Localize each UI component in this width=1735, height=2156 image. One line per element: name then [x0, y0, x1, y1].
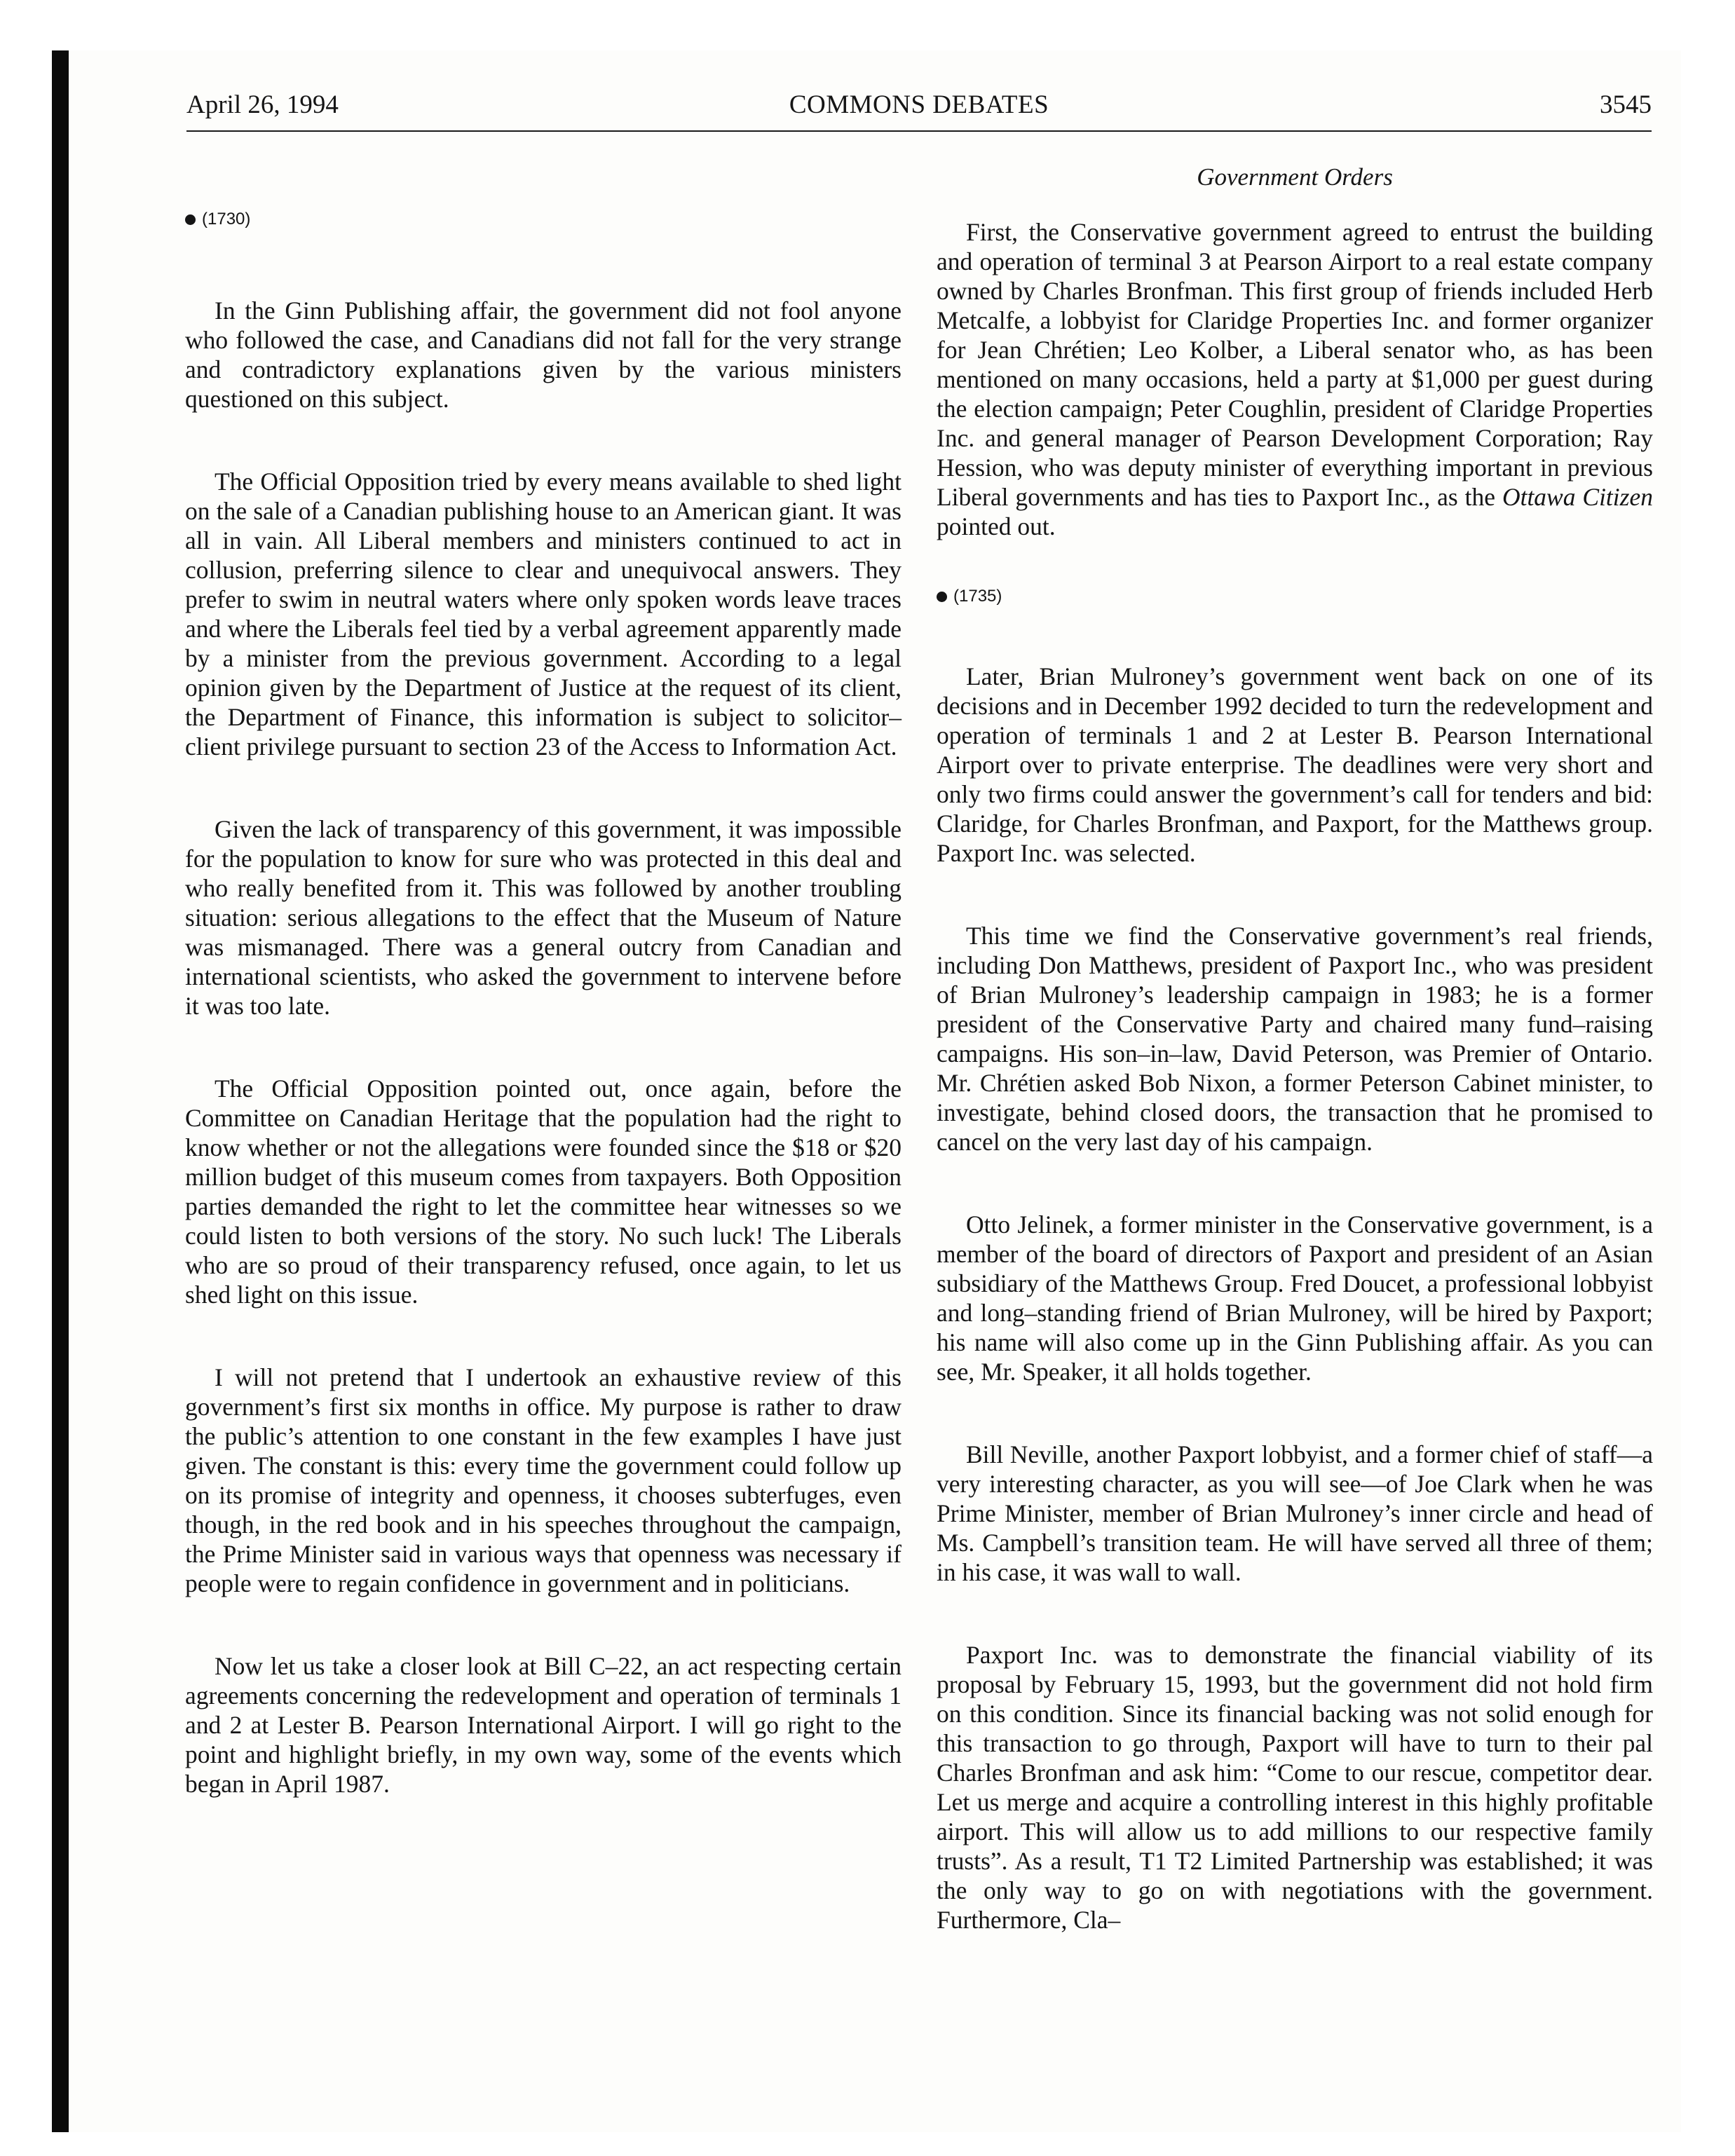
paragraph: Later, Brian Mulroney’s government went back on one of its decisions and in December 1992 decided to turn the redevelopment and operation of terminals 1 and 2 at Lester B. Pearson International Airport over to private enterprise. The deadlines were very short and only two firms could answer the government’s call for tenders and bid: Claridge, for Charles Bronfman, and Paxport, for the Matthews group. Paxport Inc. was selected. [937, 662, 1653, 867]
paragraph: The Official Opposition tried by every means available to shed light on the sale of a Canadian publishing house to an American giant. It was all in vain. All Liberal members and ministers continued to act in collusion, preferring silence to clear and unequivocal answers. They prefer to swim in neutral waters where only spoken words leave traces and where the Liberals feel tied by a verbal agreement apparently made by a minister from the previous government. According to a legal opinion given by the Department of Justice at the request of its client, the Department of Finance, this information is subject to solicitor–client privilege pursuant to section 23 of the Access to Information Act. [185, 468, 901, 760]
time-marker [937, 582, 1653, 611]
paragraph: Now let us take a closer look at Bill C–22, an act respecting certain agreements concerning the redevelopment and operation of terminals 1 and 2 at Lester B. Pearson International Airport. I will go right to the point and highlight briefly, in my own way, some of the events which began in April 1987. [185, 1652, 901, 1798]
running-head [186, 90, 1652, 129]
paragraph: Otto Jelinek, a former minister in the Conservative government, is a member of the board of directors of Paxport and president of an Asian subsidiary of the Matthews Group. Fred Doucet, a professional lobbyist and long–standing friend of Brian Mulroney, will be hired by Paxport; his name will also come up in the Ginn Publishing affair. As you can see, Mr. Speaker, it all holds together. [937, 1210, 1653, 1386]
time-marker-text: (1730) [202, 210, 251, 228]
header-date: April 26, 1994 [186, 90, 339, 119]
paragraph-text: pointed out. [937, 512, 1056, 540]
paragraph: In the Ginn Publishing affair, the government did not fool anyone who followed the case, and Canadians did not fall for the very strange and contradictory explanations given by the various ministers questioned on this subject. [185, 296, 901, 413]
paragraph: I will not pretend that I undertook an exhaustive review of this government’s first six months in office. My purpose is rather to draw the public’s attention to one constant in the few examples I have just given. The constant is this: every time the government could follow up on its promise of integrity and openness, it chooses subterfuges, even though, in the red book and in his speeches throughout the campaign, the Prime Minister said in various ways that openness was necessary if people were to regain confidence in government and in politicians. [185, 1363, 901, 1597]
header-publication: COMMONS DEBATES [789, 90, 1049, 119]
bullet-icon [937, 592, 947, 602]
header-rule [186, 130, 1652, 132]
page-number: 3545 [1600, 90, 1652, 119]
paragraph: This time we find the Conservative government’s real friends, including Don Matthews, president of Paxport Inc., who was president of Brian Mulroney’s leadership campaign in 1983; he is a former president of the Conservative Party and chaired many fund–raising campaigns. His son–in–law, David Peterson, was Premier of Ontario. Mr. Chrétien asked Bob Nixon, a former Peterson Cabinet minister, to investigate, behind closed doors, the transaction that he promised to cancel on the very last day of his campaign. [937, 922, 1653, 1156]
section-title: Government Orders [1197, 163, 1393, 191]
paragraph-text: First, the Conservative government agreed to entrust the building and operation of terminal 3 at Pearson Airport to a real estate company owned by Charles Bronfman. This first group of friends included Herb Metcalfe, a lobbyist for Claridge Properties Inc. and former organizer for Jean Chrétien; Leo Kolber, a Liberal senator who, as has been mentioned on many occasions, held a party at $1,000 per guest during the election campaign; Peter Coughlin, president of Claridge Properties Inc. and general manager of Pearson Development Corporation; Ray Hession, who was deputy minister of everything important in previous Liberal governments and has ties to Paxport Inc., as the [937, 218, 1653, 511]
right-column [937, 163, 1653, 1988]
scan-edge-border [52, 50, 69, 2132]
paragraph: Given the lack of transparency of this government, it was impossible for the population to know for sure who was protected in this deal and who really benefited from it. This was followed by another troubling situation: serious allegations to the effect that the Museum of Nature was mismanaged. There was a general outcry from Canadian and international scientists, who asked the government to intervene before it was too late. [185, 815, 901, 1020]
paragraph: The Official Opposition pointed out, once again, before the Committee on Canadian Heritage that the population had the right to know whether or not the allegations were founded since the $18 or $20 million budget of this museum comes from taxpayers. Both Opposition parties demanded the right to let the committee hear witnesses so we could listen to both versions of the story. No such luck! The Liberals who are so proud of their transparency refused, once again, to let us shed light on this issue. [185, 1074, 901, 1309]
paragraph [937, 217, 1653, 541]
paragraph: Bill Neville, another Paxport lobbyist, and a former chief of staff—a very interesting character, as you will see—of Joe Clark when he was Prime Minister, member of Brian Mulroney’s inner circle and head of Ms. Campbell’s transition team. He will have served all three of them; in his case, it was wall to wall. [937, 1440, 1653, 1586]
bullet-icon [185, 214, 196, 225]
paragraph: Paxport Inc. was to demonstrate the financial viability of its proposal by February 15, 1993, but the government did not hold firm on this condition. Since its financial backing was not solid enough for this transaction to go through, Paxport will have to turn to their pal Charles Bronfman and ask him: “Come to our rescue, competitor dear. Let us merge and acquire a controlling interest in this highly profitable airport. This will allow us to add millions to our respective family trusts”. As a result, T1 T2 Limited Partnership was established; it was the only way to go on with negotiations with the government. Furthermore, Cla– [937, 1641, 1653, 1934]
time-marker [185, 205, 901, 234]
publication-name: Ottawa Citizen [1502, 483, 1653, 511]
time-marker-text: (1735) [953, 587, 1002, 606]
left-column [185, 205, 901, 1852]
